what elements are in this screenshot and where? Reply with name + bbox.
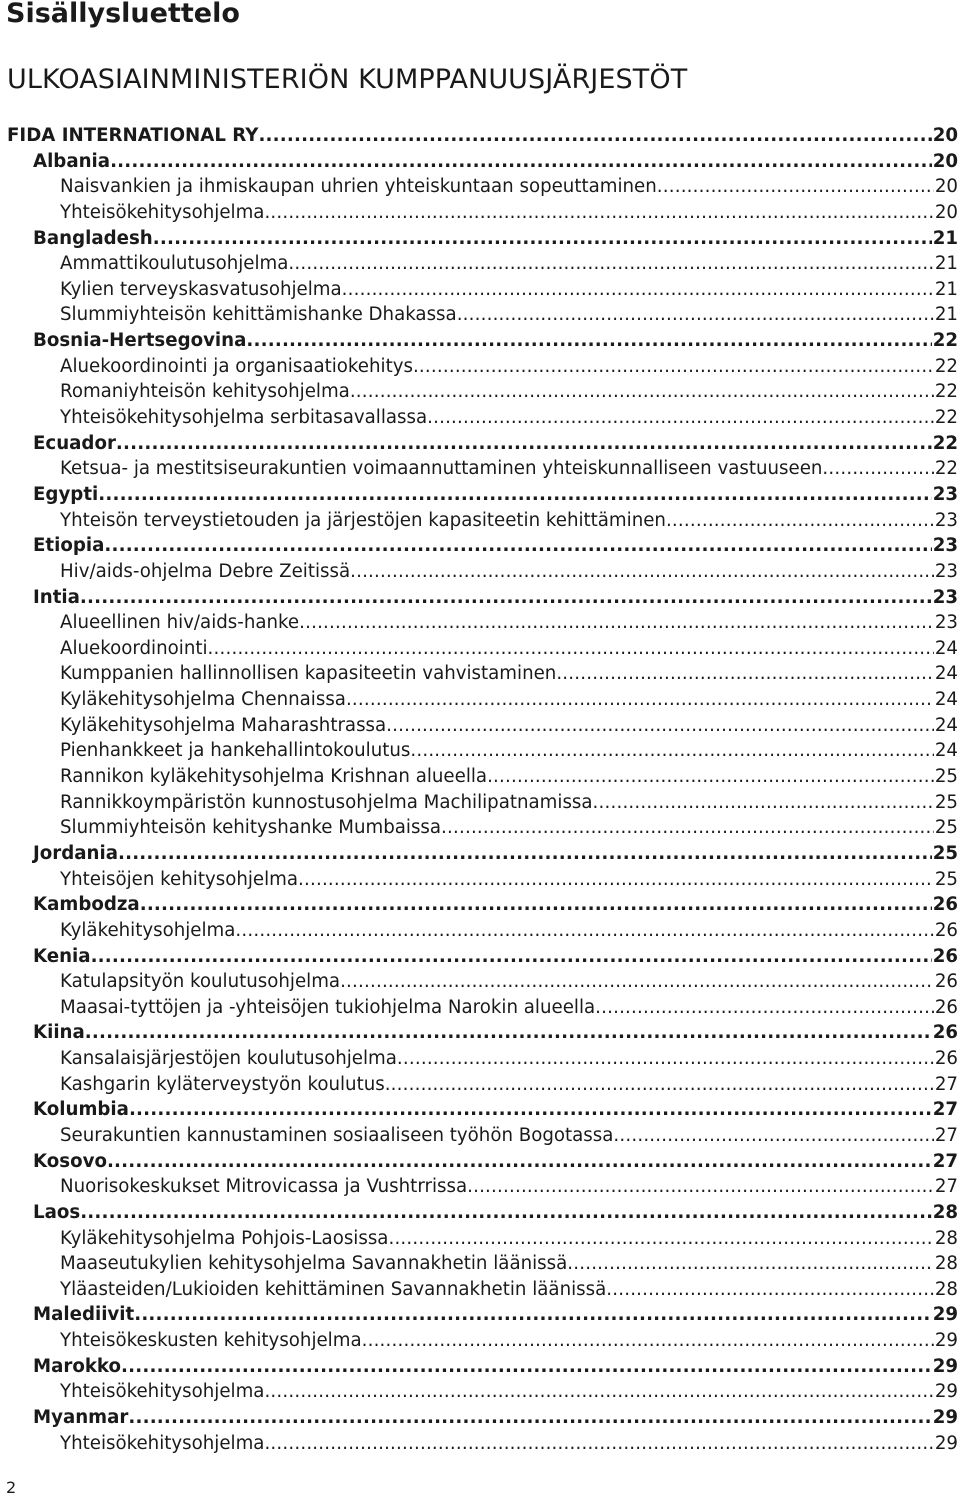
toc-subentry[interactable]	[0, 1226, 958, 1252]
dot-leader	[487, 764, 934, 790]
toc-subentry[interactable]	[0, 200, 958, 226]
toc-entry-page: 26	[932, 1022, 958, 1044]
toc-entry-page: 29	[932, 1304, 958, 1326]
dot-leader	[467, 1174, 934, 1200]
toc-entry-label: Kansalaisjärjestöjen koulutusohjelma	[60, 1048, 397, 1070]
toc-subentry[interactable]	[0, 764, 958, 790]
toc-entry-label: Yhteisökehitysohjelma	[60, 1381, 265, 1403]
toc-entry-label: Albania	[33, 150, 111, 172]
dot-leader	[427, 405, 934, 431]
dot-leader	[350, 379, 934, 405]
toc-entry-label: Kyläkehitysohjelma	[60, 919, 236, 941]
toc-entry-page: 25	[934, 868, 958, 890]
toc-entry[interactable]	[0, 1149, 958, 1175]
toc-subentry[interactable]	[0, 867, 958, 893]
dot-leader	[299, 610, 934, 636]
toc-entry-label: Naisvankien ja ihmiskaupan uhrien yhteiskuntaan sopeuttaminen	[60, 176, 657, 198]
dot-leader	[121, 1354, 932, 1380]
toc-subentry[interactable]	[0, 1328, 958, 1354]
dot-leader	[410, 738, 933, 764]
toc-entry-label: Kylien terveyskasvatusohjelma	[60, 278, 342, 300]
dot-leader	[567, 1251, 934, 1277]
toc-entry-label: Kyläkehitysohjelma Maharashtrassa	[60, 714, 387, 736]
toc-entry-page: 29	[934, 1381, 958, 1403]
toc-entry-page: 25	[932, 842, 958, 864]
toc-entry-page: 22	[932, 432, 958, 454]
dot-leader	[246, 328, 931, 354]
toc-entry-label: FIDA INTERNATIONAL RY	[7, 125, 259, 146]
dot-leader	[80, 1200, 932, 1226]
toc-entry[interactable]	[0, 1097, 958, 1123]
dot-leader	[298, 867, 934, 893]
toc-entry-label: Ammattikoulutusohjelma	[60, 253, 289, 275]
dot-leader	[593, 790, 934, 816]
toc-entry-page: 22	[934, 458, 958, 480]
toc-subentry[interactable]	[0, 1431, 958, 1457]
toc-entry-label: Alueellinen hiv/aids-hanke	[60, 612, 300, 634]
toc-entry-page: 28	[934, 1253, 958, 1275]
toc-entry-page: 28	[932, 1201, 958, 1223]
dot-leader	[208, 636, 934, 662]
toc-entry-label: Yläasteiden/Lukioiden kehittäminen Savannakhetin läänissä	[60, 1278, 607, 1300]
dot-leader	[362, 1328, 934, 1354]
toc-entry[interactable]	[0, 585, 958, 611]
toc-entry-page: 20	[932, 125, 958, 146]
toc-subentry[interactable]	[0, 610, 958, 636]
toc-entry-page: 26	[934, 919, 958, 941]
dot-leader	[264, 200, 933, 226]
toc-subentry[interactable]	[0, 251, 958, 277]
toc-entry-page: 23	[932, 535, 958, 557]
toc-subentry[interactable]	[0, 995, 958, 1021]
toc-subentry[interactable]	[0, 790, 958, 816]
toc-entry-page: 27	[934, 1073, 958, 1095]
toc-entry-page: 23	[932, 586, 958, 608]
toc-entry-label: Kyläkehitysohjelma Chennaissa	[60, 689, 346, 711]
toc-subentry[interactable]	[0, 815, 958, 841]
toc-entry-page: 26	[932, 945, 958, 967]
dot-leader	[397, 1046, 934, 1072]
toc-entry-page: 21	[934, 304, 958, 326]
toc-entry[interactable]	[0, 1354, 958, 1380]
dot-leader	[350, 559, 934, 585]
toc-subentry[interactable]	[0, 1123, 958, 1149]
page-number: 2	[6, 1478, 17, 1497]
toc-entry-page: 26	[934, 996, 958, 1018]
toc-entry-label: Myanmar	[33, 1407, 129, 1429]
toc-entry-page: 24	[934, 663, 958, 685]
dot-leader	[235, 918, 933, 944]
toc-entry-label: Slummiyhteisön kehityshanke Mumbaissa	[60, 817, 442, 839]
toc-entry-label: Jordania	[33, 842, 118, 864]
toc-subentry[interactable]	[0, 354, 958, 380]
dot-leader	[613, 1123, 933, 1149]
toc-entry[interactable]	[0, 1020, 958, 1046]
toc-subentry[interactable]	[0, 1046, 958, 1072]
dot-leader	[134, 1302, 931, 1328]
toc-entry-page: 22	[932, 330, 958, 352]
toc-entry[interactable]	[0, 431, 958, 457]
dot-leader	[342, 277, 934, 303]
toc-entry-label: Rannikkoympäristön kunnostusohjelma Machilipatnamissa	[60, 791, 593, 813]
dot-leader	[264, 1379, 933, 1405]
dot-leader	[264, 1431, 933, 1457]
toc-subentry[interactable]	[0, 713, 958, 739]
toc-entry-label: Rannikon kyläkehitysohjelma Krishnan alueella	[60, 766, 488, 788]
dot-leader	[107, 1149, 932, 1175]
toc-entry-page: 23	[934, 509, 958, 531]
toc-entry-page: 23	[932, 483, 958, 505]
toc-entry-label: Ketsua- ja mestitsiseurakuntien voimaannuttaminen yhteiskunnalliseen vastuuseen	[60, 458, 823, 480]
toc-entry-label: Kosovo	[33, 1150, 107, 1172]
dot-leader	[822, 456, 933, 482]
toc-entry[interactable]	[0, 123, 958, 149]
toc-entry-label: Yhteisökehitysohjelma	[60, 1432, 265, 1454]
toc-subentry[interactable]	[0, 1277, 958, 1303]
toc-entry-page: 22	[934, 381, 958, 403]
dot-leader	[606, 1277, 934, 1303]
toc-entry[interactable]	[0, 328, 958, 354]
toc-entry-page: 24	[934, 714, 958, 736]
toc-subentry[interactable]	[0, 379, 958, 405]
dot-leader	[128, 1405, 931, 1431]
toc-entry-label: Kiina	[33, 1022, 85, 1044]
toc-entry-label: Etiopia	[33, 535, 105, 557]
dot-leader	[441, 815, 934, 841]
toc-entry-page: 21	[932, 227, 958, 249]
toc-entry-label: Bosnia-Hertsegovina	[33, 330, 247, 352]
toc-entry-page: 26	[934, 971, 958, 993]
toc-subentry[interactable]	[0, 277, 958, 303]
section-title: ULKOASIAINMINISTERIÖN KUMPPANUUSJÄRJESTÖT	[7, 64, 688, 95]
toc-entry-label: Yhteisökehitysohjelma serbitasavallassa	[60, 407, 428, 429]
toc-entry-page: 24	[934, 689, 958, 711]
toc-entry-label: Kolumbia	[33, 1099, 129, 1121]
toc-entry-page: 27	[932, 1099, 958, 1121]
dot-leader	[110, 149, 932, 175]
toc-entry-page: 29	[932, 1355, 958, 1377]
dot-leader	[346, 687, 934, 713]
toc-entry-label: Maaseutukylien kehitysohjelma Savannakhetin läänissä	[60, 1253, 568, 1275]
dot-leader	[153, 226, 932, 252]
toc-entry-label: Kambodza	[33, 894, 140, 916]
toc-entry-page: 25	[934, 766, 958, 788]
dot-leader	[91, 944, 932, 970]
toc-entry-label: Yhteisökehitysohjelma	[60, 201, 265, 223]
toc-entry-label: Marokko	[33, 1355, 122, 1377]
toc-subentry[interactable]	[0, 661, 958, 687]
toc-entry-page: 22	[934, 355, 958, 377]
toc-entry-label: Egypti	[33, 483, 99, 505]
toc-entry[interactable]	[0, 533, 958, 559]
dot-leader	[385, 1072, 934, 1098]
toc-subentry[interactable]	[0, 559, 958, 585]
dot-leader	[258, 123, 931, 149]
toc-entry-label: Bangladesh	[33, 227, 153, 249]
toc-entry-label: Nuorisokeskukset Mitrovicassa ja Vushtrrissa	[60, 1176, 468, 1198]
toc-subentry[interactable]	[0, 1174, 958, 1200]
toc-entry[interactable]	[0, 149, 958, 175]
dot-leader	[340, 969, 934, 995]
toc-entry-label: Aluekoordinointi	[60, 637, 208, 659]
toc-entry-page: 27	[934, 1124, 958, 1146]
toc-subentry[interactable]	[0, 969, 958, 995]
dot-leader	[288, 251, 933, 277]
toc-entry-page: 20	[934, 176, 958, 198]
toc-entry-label: Slummiyhteisön kehittämishanke Dhakassa	[60, 304, 457, 326]
toc-entry[interactable]	[0, 841, 958, 867]
toc-entry-label: Hiv/aids-ohjelma Debre Zeitissä	[60, 560, 351, 582]
dot-leader	[140, 892, 932, 918]
toc-entry-page: 27	[934, 1176, 958, 1198]
dot-leader	[118, 841, 932, 867]
dot-leader	[104, 533, 931, 559]
toc-entry[interactable]	[0, 1200, 958, 1226]
toc-entry-label: Yhteisöjen kehitysohjelma	[60, 868, 299, 890]
toc-subentry[interactable]	[0, 405, 958, 431]
dot-leader	[80, 585, 932, 611]
toc-entry-page: 25	[934, 817, 958, 839]
toc-subentry[interactable]	[0, 918, 958, 944]
toc-subentry[interactable]	[0, 302, 958, 328]
dot-leader	[116, 431, 932, 457]
toc-entry[interactable]	[0, 892, 958, 918]
toc-entry-page: 24	[934, 740, 958, 762]
toc-entry-page: 20	[934, 201, 958, 223]
dot-leader	[556, 661, 934, 687]
dot-leader	[98, 482, 931, 508]
toc-entry-page: 26	[932, 894, 958, 916]
toc-subentry[interactable]	[0, 1379, 958, 1405]
toc-entry[interactable]	[0, 482, 958, 508]
toc-entry-page: 24	[934, 637, 958, 659]
toc-entry-label: Kashgarin kyläterveystyön koulutus	[60, 1073, 385, 1095]
dot-leader	[413, 354, 934, 380]
toc-entry-label: Intia	[33, 586, 80, 608]
toc-entry-page: 21	[934, 278, 958, 300]
toc-entry-label: Malediivit	[33, 1304, 135, 1326]
page-title: Sisällysluettelo	[6, 0, 240, 29]
toc-entry-page: 29	[934, 1432, 958, 1454]
toc-entry[interactable]	[0, 1302, 958, 1328]
toc-entry-page: 21	[934, 253, 958, 275]
toc-entry-page: 29	[934, 1330, 958, 1352]
toc-subentry[interactable]	[0, 687, 958, 713]
toc-entry[interactable]	[0, 226, 958, 252]
toc-entry-label: Pienhankkeet ja hankehallintokoulutus	[60, 740, 411, 762]
toc-entry-label: Katulapsityön koulutusohjelma	[60, 971, 341, 993]
toc-entry-label: Kenia	[33, 945, 91, 967]
toc-entry-page: 29	[932, 1407, 958, 1429]
toc-entry[interactable]	[0, 944, 958, 970]
toc-entry-page: 25	[934, 791, 958, 813]
toc-subentry[interactable]	[0, 738, 958, 764]
table-of-contents	[0, 123, 958, 1456]
dot-leader	[666, 508, 934, 534]
toc-subentry[interactable]	[0, 1251, 958, 1277]
toc-entry-page: 22	[934, 407, 958, 429]
dot-leader	[457, 302, 934, 328]
toc-entry-page: 28	[934, 1227, 958, 1249]
toc-entry-label: Seurakuntien kannustaminen sosiaaliseen työhön Bogotassa	[60, 1124, 614, 1146]
toc-entry-page: 23	[934, 612, 958, 634]
toc-entry-label: Yhteisön terveystietouden ja järjestöjen kapasiteetin kehittäminen	[60, 509, 666, 531]
toc-entry-page: 28	[934, 1278, 958, 1300]
dot-leader	[129, 1097, 932, 1123]
dot-leader	[595, 995, 934, 1021]
toc-entry-label: Kumppanien hallinnollisen kapasiteetin vahvistaminen	[60, 663, 557, 685]
toc-entry-page: 23	[934, 560, 958, 582]
toc-entry-label: Romaniyhteisön kehitysohjelma	[60, 381, 350, 403]
toc-entry-label: Yhteisökeskusten kehitysohjelma	[60, 1330, 362, 1352]
toc-entry-label: Laos	[33, 1201, 81, 1223]
toc-entry-label: Aluekoordinointi ja organisaatiokehitys	[60, 355, 413, 377]
toc-entry[interactable]	[0, 1405, 958, 1431]
toc-subentry[interactable]	[0, 174, 958, 200]
toc-subentry[interactable]	[0, 508, 958, 534]
toc-subentry[interactable]	[0, 1072, 958, 1098]
dot-leader	[657, 174, 934, 200]
toc-entry-page: 26	[934, 1048, 958, 1070]
toc-subentry[interactable]	[0, 456, 958, 482]
toc-subentry[interactable]	[0, 636, 958, 662]
dot-leader	[388, 1226, 933, 1252]
toc-entry-label: Maasai-tyttöjen ja -yhteisöjen tukiohjelma Narokin alueella	[60, 996, 596, 1018]
dot-leader	[386, 713, 934, 739]
toc-entry-page: 27	[932, 1150, 958, 1172]
dot-leader	[85, 1020, 932, 1046]
toc-entry-label: Ecuador	[33, 432, 116, 454]
toc-entry-page: 20	[932, 150, 958, 172]
toc-entry-label: Kyläkehitysohjelma Pohjois-Laosissa	[60, 1227, 389, 1249]
